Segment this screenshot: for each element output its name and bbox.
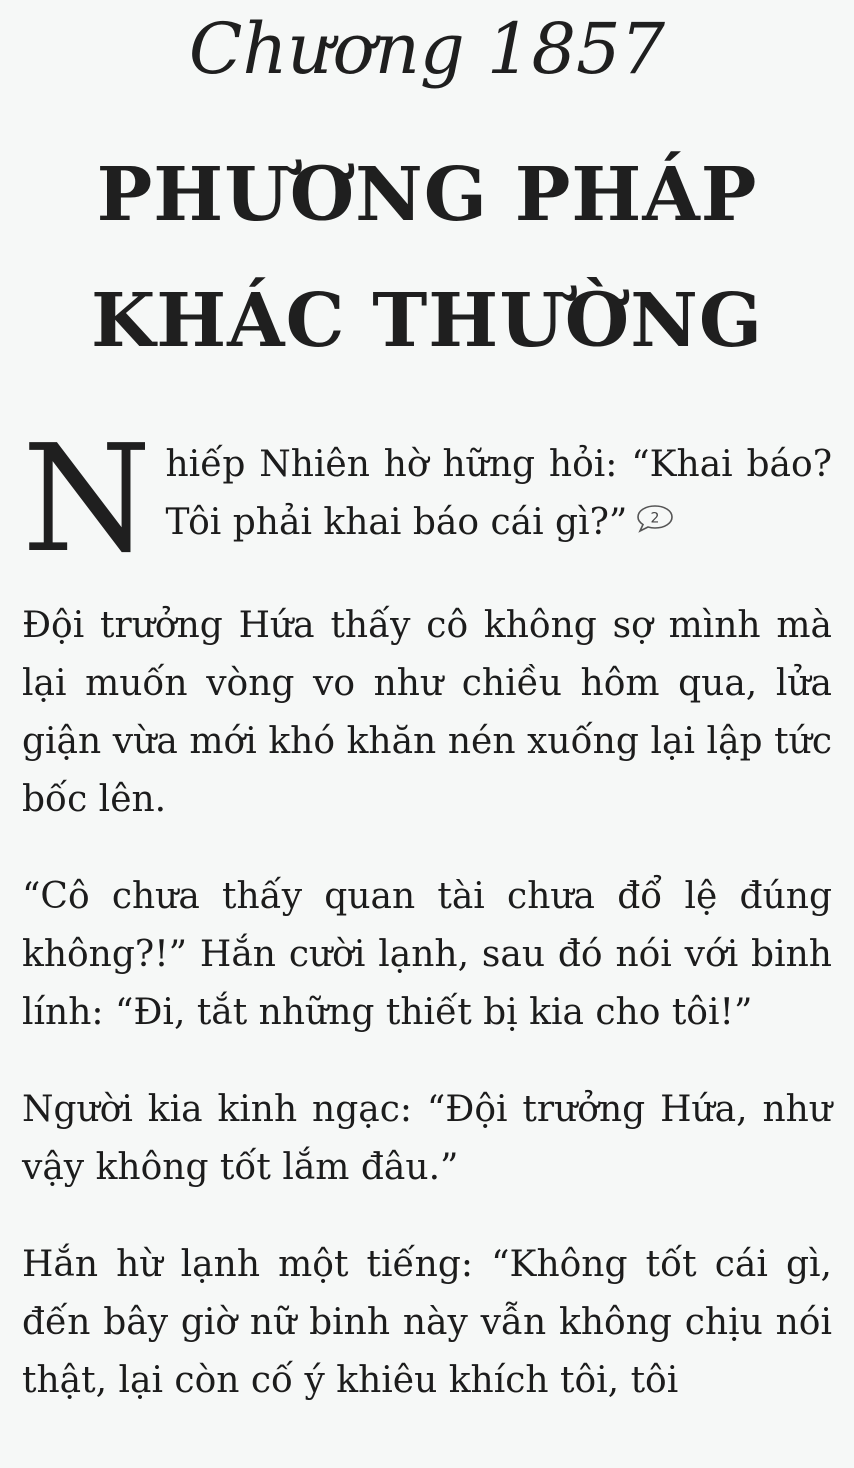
paragraph-4: Người kia kinh ngạc: “Đội trưởng Hứa, như vậy không tốt lắm đâu.” [22,1089,832,1188]
paragraph-5: Hắn hừ lạnh một tiếng: “Không tốt cái gì, đến bây giờ nữ binh này vẫn không chịu nói thật, lại còn cố ý khiêu khích tôi, tôi [22,1244,832,1401]
paragraph-2: Đội trưởng Hứa thấy cô không sợ mình mà lại muốn vòng vo như chiều hôm qua, lửa giận vừa mới khó khăn nén xuống lại lập tức bốc lên. [22,605,832,820]
chapter-body [22,436,832,1449]
drop-cap: N [22,436,152,558]
chapter-title-line-1: PHƯƠNG PHÁP [96,152,758,238]
paragraph-3: “Cô chưa thấy quan tài chưa đổ lệ đúng không?!” Hắn cười lạnh, sau đó nói với binh lính: “Đi, tắt những thiết bị kia cho tôi!” [22,876,832,1033]
chapter-number: Chương 1857 [188,8,666,90]
chapter-title-line-2: KHÁC THƯỜNG [90,278,764,364]
paragraph-1-text: hiếp Nhiên hờ hững hỏi: “Khai báo? Tôi phải khai báo cái gì?” [165,444,832,543]
paragraph-1 [22,436,832,558]
chapter-title [0,132,854,384]
comment-bubble-icon[interactable] [635,493,675,551]
comment-count: 2 [650,510,660,527]
